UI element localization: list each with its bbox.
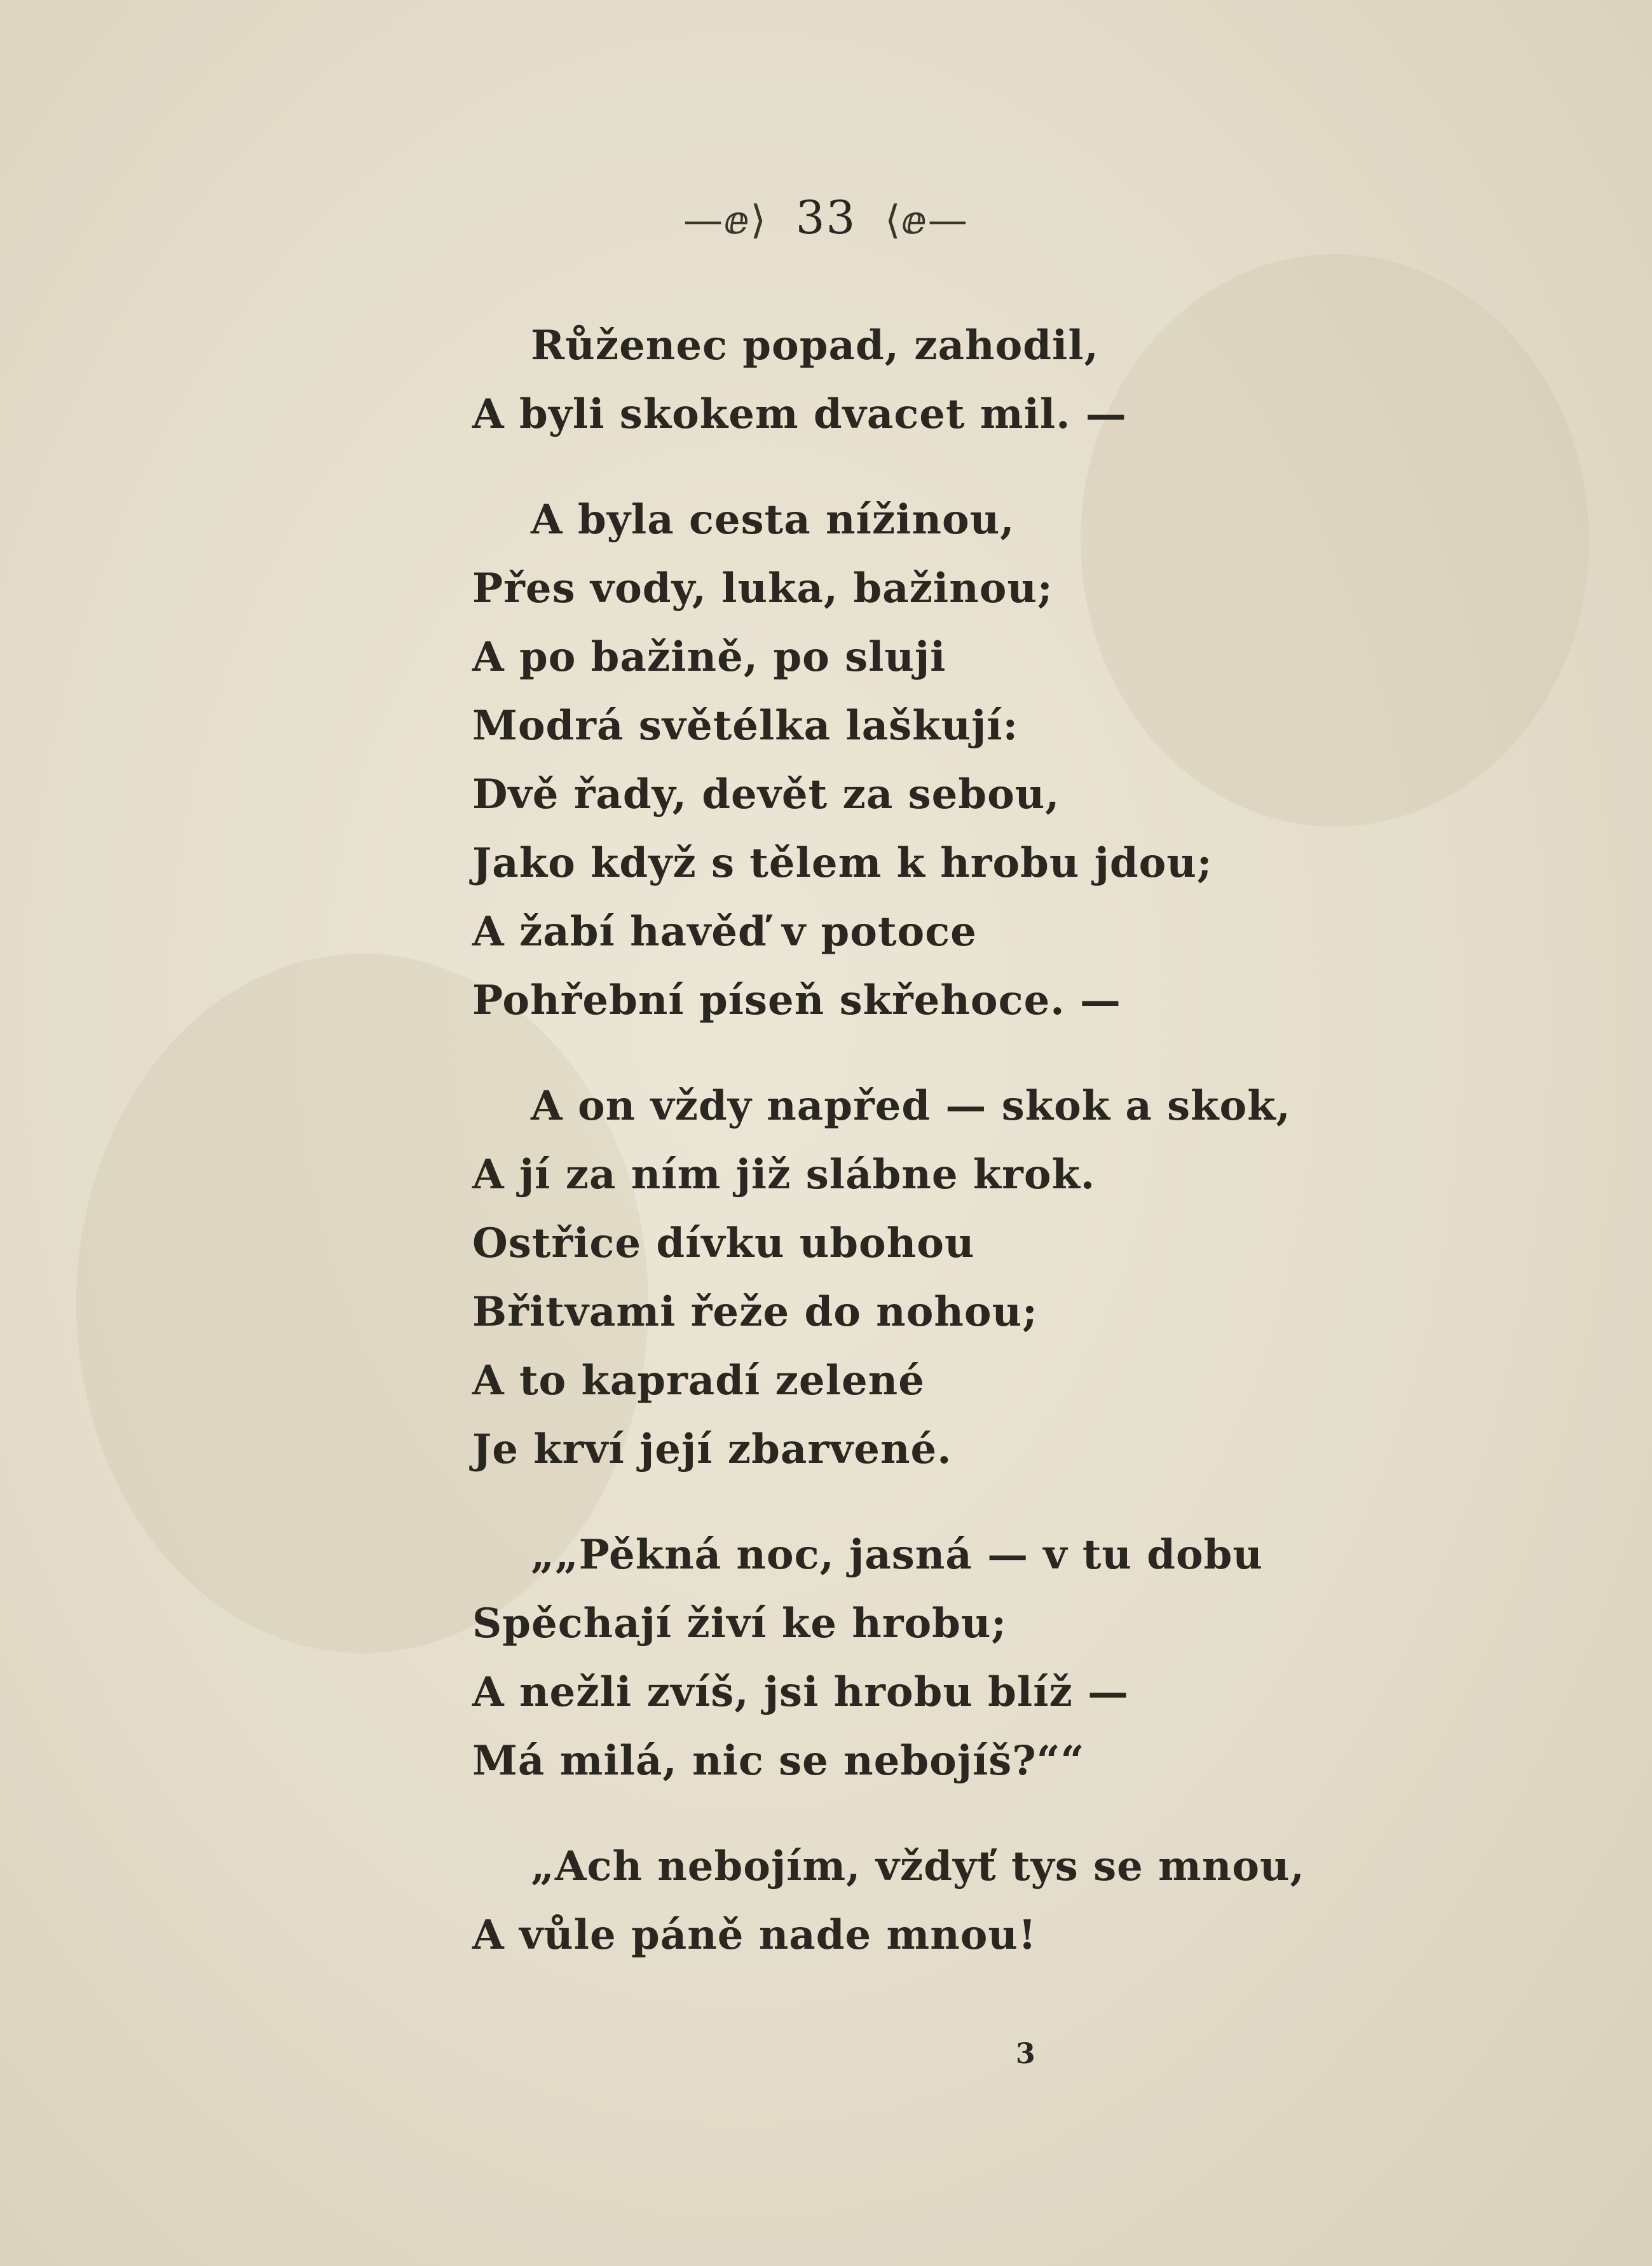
poem-line: Je krví její zbarvené. — [472, 1425, 952, 1473]
stanza — [472, 1521, 1616, 1796]
poem-line: A jí za ním již slábne krok. — [472, 1151, 1096, 1198]
poem-line: „Ach nebojím, vždyť tys se mnou, — [531, 1843, 1305, 1890]
ornament-left-icon: —ⅇ⟩ — [683, 196, 767, 243]
poem-line: Přes vody, luka, bažinou; — [472, 565, 1053, 612]
poem-line: A žabí havěď v potoce — [472, 908, 977, 956]
poem-line: A on vždy napřed — skok a skok, — [531, 1082, 1291, 1130]
stanza — [472, 1832, 1616, 1970]
poem-line: A byli skokem dvacet mil. — — [472, 390, 1127, 438]
ornament-right-icon: ⟨ⅇ— — [885, 196, 969, 243]
poem-line: Pohřební píseň skřehoce. — — [472, 977, 1121, 1024]
poem-line: A vůle páně nade mnou! — [472, 1911, 1037, 1959]
poem-text — [472, 312, 1616, 1970]
poem-line: A po bažině, po sluji — [472, 633, 946, 681]
poem-line: Břitvami řeže do nohou; — [472, 1288, 1038, 1336]
poem-line: Ostřice dívku ubohou — [472, 1219, 975, 1267]
poem-line: Dvě řady, devět za sebou, — [472, 771, 1060, 818]
page-number: 33 — [795, 191, 857, 244]
poem-line: Růženec popad, zahodil, — [531, 322, 1099, 369]
poem-line: A nežli zvíš, jsi hrobu blíž — — [472, 1668, 1130, 1716]
poem-line: Spěchají živí ke hrobu; — [472, 1600, 1007, 1647]
poem-line: Jako když s tělem k hrobu jdou; — [472, 839, 1213, 887]
poem-line: „„Pěkná noc, jasná — v tu dobu — [531, 1531, 1263, 1579]
signature-mark: 3 — [1016, 2038, 1035, 2070]
stanza — [472, 486, 1616, 1035]
poem-line: Má milá, nic se nebojíš?““ — [472, 1737, 1085, 1785]
poem-line: Modrá světélka laškují: — [472, 702, 1019, 750]
poem-line: A to kapradí zelené — [472, 1357, 925, 1404]
poem-line: A byla cesta nížinou, — [531, 496, 1015, 544]
page-header — [0, 191, 1652, 244]
stanza — [472, 312, 1616, 449]
stanza — [472, 1072, 1616, 1484]
